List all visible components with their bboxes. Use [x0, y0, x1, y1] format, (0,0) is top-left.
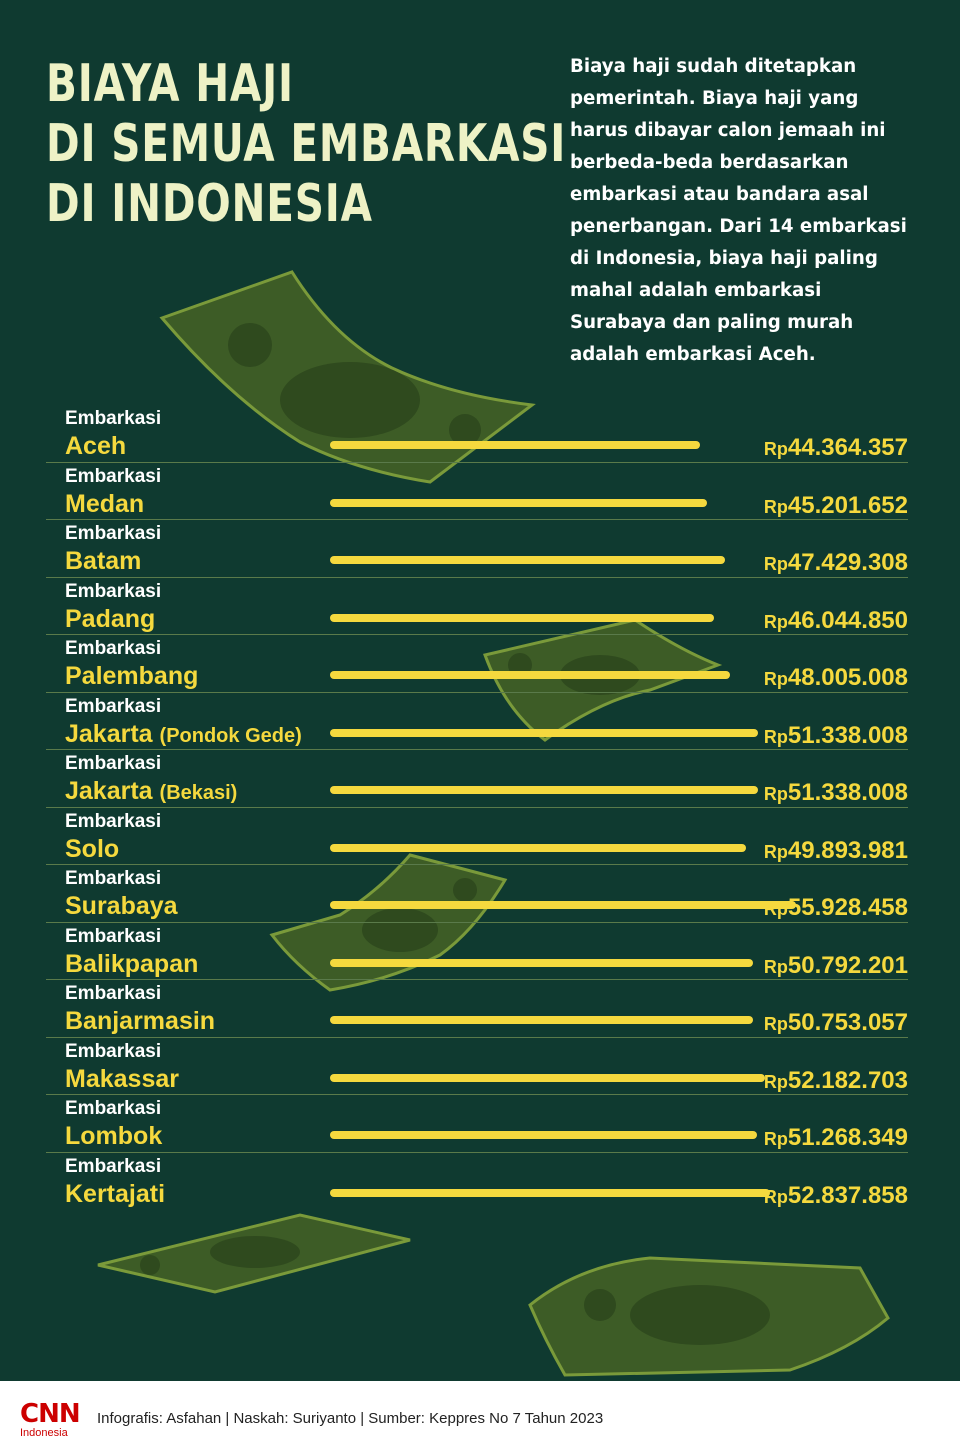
value-label [764, 1009, 908, 1038]
category-name: Banjarmasin [65, 1007, 216, 1035]
currency-prefix: Rp [763, 1071, 788, 1092]
chart-row [46, 1095, 908, 1153]
category-label [65, 661, 198, 691]
value-label [764, 664, 908, 693]
chart-row [46, 463, 908, 521]
value-label [764, 1182, 908, 1211]
embarkasi-label: Embarkasi [65, 1155, 162, 1177]
value-label [764, 837, 908, 866]
value-number: 51.268.349 [787, 1124, 908, 1151]
intro-line: embarkasi atau bandara asal [570, 184, 869, 205]
chart-row [46, 808, 908, 866]
value-number: 55.928.458 [787, 894, 908, 921]
cnn-logo[interactable] [20, 1401, 80, 1441]
title-line: DI INDONESIA [46, 174, 373, 234]
category-name: Surabaya [65, 892, 178, 920]
bar [330, 441, 700, 449]
intro-line: penerbangan. Dari 14 embarkasi [570, 216, 907, 237]
category-name: Kertajati [65, 1179, 166, 1208]
currency-prefix: Rp [763, 669, 788, 689]
category-name: Batam [65, 547, 142, 575]
bar [330, 786, 758, 794]
value-label [764, 722, 908, 751]
embarkasi-label: Embarkasi [65, 868, 162, 889]
category-sublabel: (Bekasi) [159, 782, 238, 804]
value-label [764, 434, 908, 463]
category-name: Jakarta [65, 777, 153, 805]
value-number: 47.429.308 [787, 549, 908, 576]
embarkasi-label: Embarkasi [65, 925, 162, 947]
bar [330, 671, 730, 679]
category-label [65, 489, 144, 519]
chart-row [46, 578, 908, 636]
title-line: BIAYA HAJI [46, 54, 294, 114]
embarkasi-label: Embarkasi [65, 810, 162, 832]
value-number: 51.338.008 [787, 721, 908, 749]
category-name: Jakarta [65, 719, 153, 748]
currency-prefix: Rp [763, 1014, 788, 1034]
value-number: 45.201.652 [787, 491, 908, 519]
chart-row [46, 405, 908, 463]
currency-prefix: Rp [763, 439, 788, 459]
value-label [764, 1124, 908, 1153]
embarkasi-label: Embarkasi [65, 1040, 162, 1062]
intro-line: Biaya haji sudah ditetapkan [570, 56, 857, 77]
bar [330, 1131, 757, 1139]
chart-row [46, 923, 908, 981]
intro-line: pemerintah. Biaya haji yang [570, 88, 859, 109]
category-name: Makassar [65, 1064, 179, 1093]
bar [330, 1189, 770, 1197]
value-label [764, 1067, 908, 1096]
bar [330, 1016, 753, 1024]
category-label [65, 1121, 162, 1151]
currency-prefix: Rp [763, 1186, 788, 1207]
bar [330, 499, 707, 507]
value-number: 50.792.201 [787, 951, 908, 979]
value-number: 52.182.703 [787, 1066, 908, 1094]
category-label [65, 949, 198, 979]
category-label [65, 546, 141, 576]
category-name: Palembang [65, 662, 199, 690]
currency-prefix: Rp [763, 554, 788, 574]
value-number: 50.753.057 [787, 1009, 908, 1036]
category-name: Balikpapan [65, 949, 199, 978]
chart-row [46, 980, 908, 1038]
currency-prefix: Rp [763, 841, 788, 862]
intro-line: harus dibayar calon jemaah ini [570, 120, 886, 141]
category-name: Padang [65, 604, 156, 633]
category-label [65, 834, 119, 864]
embarkasi-label: Embarkasi [65, 580, 162, 602]
credits-text: Infografis: Asfahan | Naskah: Suriyanto | Sumber: Keppres No 7 Tahun 2023 [97, 1410, 604, 1427]
title-line: DI SEMUA EMBARKASI [46, 114, 567, 174]
chart-row [46, 865, 908, 923]
embarkasi-label: Embarkasi [65, 523, 162, 544]
currency-prefix: Rp [763, 496, 788, 517]
chart-row [46, 635, 908, 693]
bar [330, 844, 746, 852]
chart-row [46, 1038, 908, 1096]
logo-text: CNN [20, 1399, 80, 1429]
chart-row [46, 693, 908, 751]
currency-prefix: Rp [763, 899, 788, 919]
value-label [764, 779, 908, 808]
chart-row [46, 750, 908, 808]
bar [330, 901, 796, 909]
category-name: Lombok [65, 1122, 163, 1150]
currency-prefix: Rp [763, 611, 788, 632]
currency-prefix: Rp [763, 784, 788, 804]
value-label [764, 894, 908, 923]
embarkasi-label: Embarkasi [65, 408, 162, 429]
bar [330, 1074, 765, 1082]
intro-line: berbeda-beda berdasarkan [570, 152, 849, 173]
currency-prefix: Rp [763, 956, 788, 977]
chart-row [46, 520, 908, 578]
value-number: 44.364.357 [787, 434, 908, 461]
currency-prefix: Rp [763, 726, 788, 747]
bar [330, 614, 714, 622]
intro-line: mahal adalah embarkasi [570, 280, 822, 301]
value-number: 52.837.858 [787, 1181, 908, 1209]
category-name: Solo [65, 834, 120, 863]
embarkasi-label: Embarkasi [65, 753, 162, 774]
embarkasi-label: Embarkasi [65, 465, 162, 487]
category-label [65, 1006, 215, 1036]
value-number: 49.893.981 [787, 836, 908, 864]
embarkasi-label: Embarkasi [65, 638, 162, 659]
bar [330, 959, 753, 967]
intro-line: Surabaya dan paling murah [570, 312, 854, 333]
category-sublabel: (Pondok Gede) [159, 724, 302, 747]
category-label [65, 1064, 179, 1094]
bar [330, 729, 758, 737]
value-number: 46.044.850 [787, 606, 908, 634]
value-label [764, 492, 908, 521]
embarkasi-label: Embarkasi [65, 1098, 162, 1119]
value-label [764, 952, 908, 981]
category-label [65, 431, 126, 461]
value-label [764, 607, 908, 636]
category-name: Aceh [65, 432, 127, 460]
embarkasi-label: Embarkasi [65, 983, 162, 1004]
category-label [65, 604, 155, 634]
currency-prefix: Rp [763, 1129, 788, 1149]
chart-row [46, 1153, 908, 1211]
intro-line: adalah embarkasi Aceh. [570, 344, 816, 365]
logo-subtext: Indonesia [20, 1427, 68, 1439]
bar [330, 556, 725, 564]
category-label [65, 1179, 165, 1209]
category-name: Medan [65, 489, 145, 518]
footer [0, 1381, 960, 1456]
category-label [65, 719, 302, 751]
value-number: 51.338.008 [787, 779, 908, 806]
value-number: 48.005.008 [787, 664, 908, 691]
value-label [764, 549, 908, 578]
category-label [65, 891, 178, 921]
intro-line: di Indonesia, biaya haji paling [570, 248, 878, 269]
embarkasi-label: Embarkasi [65, 695, 162, 717]
category-label [65, 776, 237, 808]
